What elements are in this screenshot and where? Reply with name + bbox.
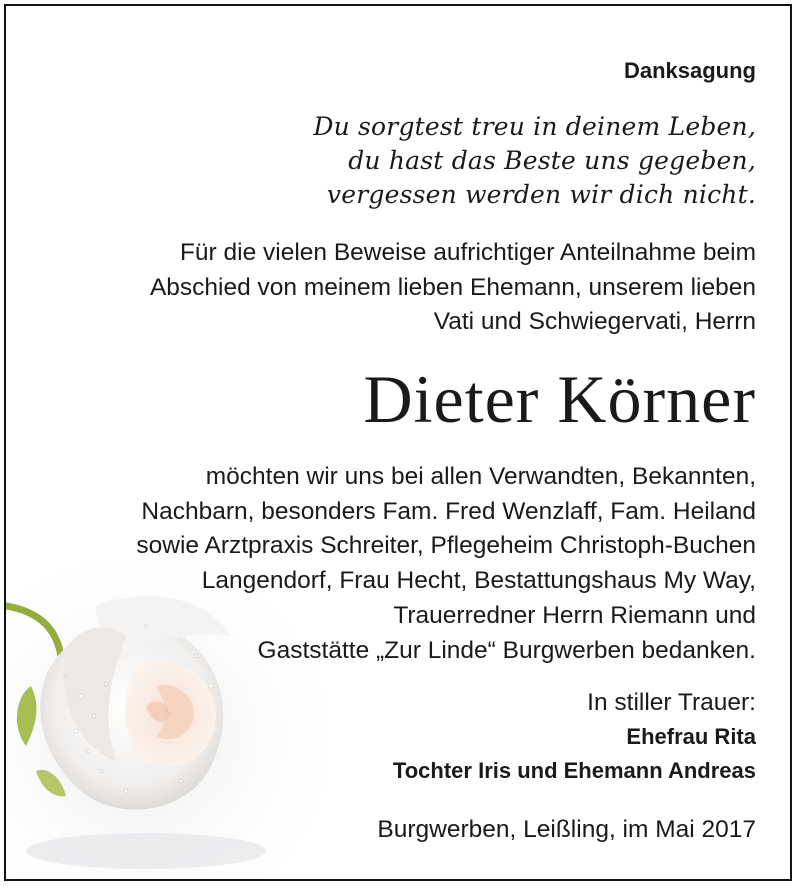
memorial-verse: [313, 110, 756, 212]
intro-paragraph: [150, 236, 756, 340]
mourners-block: [393, 686, 756, 788]
thanks-line: sowie Arztpraxis Schreiter, Pflegeheim Christoph-Buchen: [136, 532, 756, 560]
mourner-name: Ehefrau Rita: [626, 724, 756, 749]
thanks-line: Langendorf, Frau Hecht, Bestattungshaus My Way,: [201, 567, 756, 595]
intro-line: Abschied von meinem lieben Ehemann, unserem lieben: [149, 273, 756, 301]
thanks-line: Nachbarn, besonders Fam. Fred Wenzlaff, Fam. Heiland: [141, 497, 756, 525]
notice-text: [6, 6, 792, 881]
thanks-line: möchten wir uns bei allen Verwandten, Bekannten,: [205, 463, 756, 490]
thanks-paragraph: [136, 460, 756, 668]
obituary-notice: [4, 4, 792, 881]
verse-line: du hast das Beste uns gegeben,: [348, 146, 756, 175]
thanks-line: Trauerredner Herrn Riemann und: [393, 601, 756, 629]
deceased-name: Dieter Körner: [363, 361, 756, 437]
verse-line: vergessen werden wir dich nicht.: [326, 180, 756, 209]
place-and-date: Burgwerben, Leißling, im Mai 2017: [377, 816, 756, 843]
thanks-line: Gaststätte „Zur Linde“ Burgwerben bedanken.: [257, 636, 756, 664]
intro-line: Für die vielen Beweise aufrichtiger Anteilnahme beim: [179, 239, 756, 266]
intro-line: Vati und Schwiegervati, Herrn: [433, 308, 756, 335]
mourning-intro: In stiller Trauer:: [587, 689, 756, 716]
notice-heading: Danksagung: [623, 58, 756, 83]
verse-line: Du sorgtest treu in deinem Leben,: [313, 112, 756, 141]
mourner-name: Tochter Iris und Ehemann Andreas: [392, 758, 756, 783]
